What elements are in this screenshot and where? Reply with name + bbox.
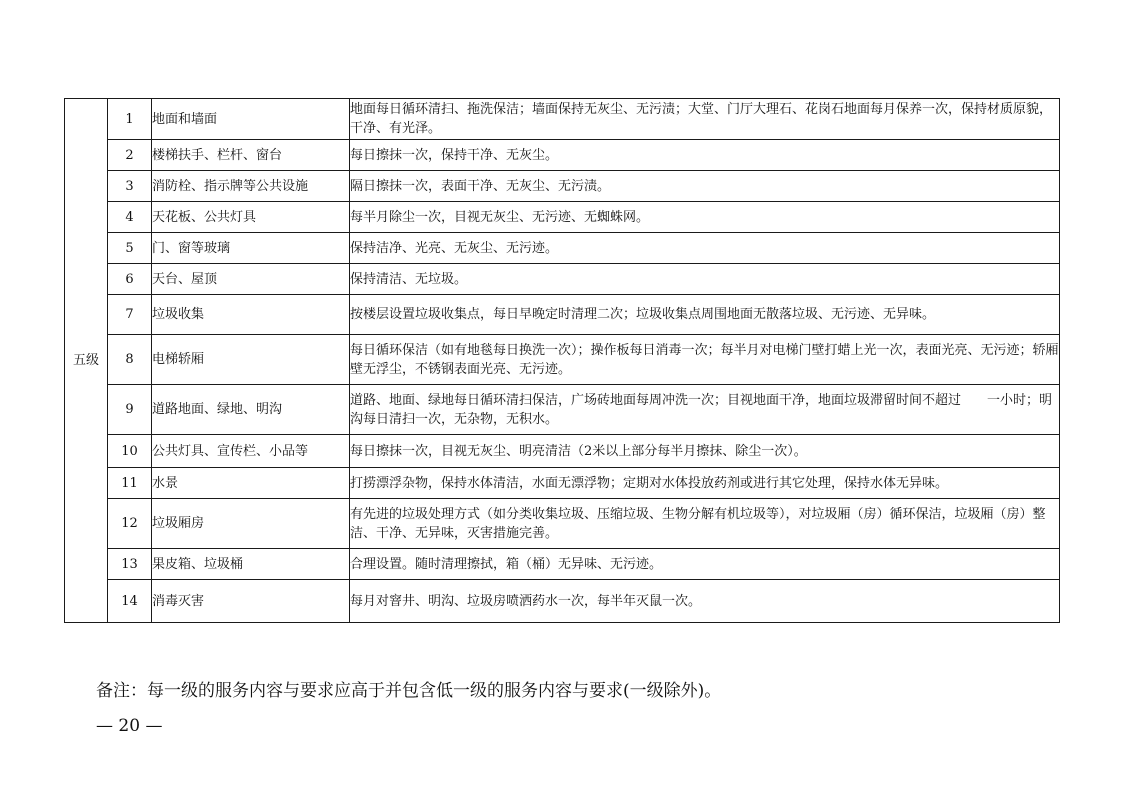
table-row <box>65 549 1060 580</box>
service-requirement: 每日循环保洁（如有地毯每日换洗一次）；操作板每日消毒一次；每半月对电梯门壁打蜡上光一次，表面光亮、无污迹；轿厢壁无浮尘，不锈钢表面光亮、无污迹。 <box>350 335 1060 385</box>
row-number: 4 <box>108 202 152 233</box>
row-number: 13 <box>108 549 152 580</box>
service-requirement: 地面每日循环清扫、拖洗保洁；墙面保持无灰尘、无污渍；大堂、门厅大理石、花岗石地面每月保养一次，保持材质原貌，干净、有光泽。 <box>350 99 1060 140</box>
table-row <box>65 335 1060 385</box>
row-number: 5 <box>108 233 152 264</box>
row-number: 1 <box>108 99 152 140</box>
table-row <box>65 385 1060 435</box>
table-row <box>65 202 1060 233</box>
row-number: 2 <box>108 140 152 171</box>
table-body <box>65 99 1060 623</box>
row-number: 10 <box>108 435 152 468</box>
service-requirement: 每半月除尘一次，目视无灰尘、无污迹、无蜘蛛网。 <box>350 202 1060 233</box>
service-item: 公共灯具、宣传栏、小品等 <box>152 435 350 468</box>
service-requirement: 道路、地面、绿地每日循环清扫保洁，广场砖地面每周冲洗一次；目视地面干净，地面垃圾滞留时间不超过 一小时；明沟每日清扫一次，无杂物，无积水。 <box>350 385 1060 435</box>
row-number: 7 <box>108 295 152 335</box>
row-number: 14 <box>108 580 152 623</box>
service-item: 楼梯扶手、栏杆、窗台 <box>152 140 350 171</box>
service-item: 地面和墙面 <box>152 99 350 140</box>
table-row <box>65 140 1060 171</box>
row-number: 8 <box>108 335 152 385</box>
service-requirement: 隔日擦抹一次，表面干净、无灰尘、无污渍。 <box>350 171 1060 202</box>
service-item: 天花板、公共灯具 <box>152 202 350 233</box>
service-requirement: 保持洁净、光亮、无灰尘、无污迹。 <box>350 233 1060 264</box>
service-item: 消毒灭害 <box>152 580 350 623</box>
table-row <box>65 295 1060 335</box>
page-number: — 20 — <box>96 716 163 736</box>
service-item: 门、窗等玻璃 <box>152 233 350 264</box>
service-item: 垃圾收集 <box>152 295 350 335</box>
level-cell: 五级 <box>65 99 108 623</box>
table-row <box>65 233 1060 264</box>
service-requirement: 每日擦抹一次，目视无灰尘、明亮清洁（2米以上部分每半月擦抹、除尘一次）。 <box>350 435 1060 468</box>
service-requirement: 保持清洁、无垃圾。 <box>350 264 1060 295</box>
service-item: 垃圾厢房 <box>152 499 350 549</box>
service-item: 消防栓、指示牌等公共设施 <box>152 171 350 202</box>
service-requirement: 打捞漂浮杂物，保持水体清洁，水面无漂浮物；定期对水体投放药剂或进行其它处理，保持水体无异味。 <box>350 468 1060 499</box>
service-item: 道路地面、绿地、明沟 <box>152 385 350 435</box>
service-standard-table <box>64 98 1060 623</box>
table-row <box>65 99 1060 140</box>
row-number: 3 <box>108 171 152 202</box>
service-requirement: 合理设置。随时清理擦拭，箱（桶）无异味、无污迹。 <box>350 549 1060 580</box>
service-requirement: 每日擦抹一次，保持干净、无灰尘。 <box>350 140 1060 171</box>
service-requirement: 按楼层设置垃圾收集点，每日早晚定时清理二次；垃圾收集点周围地面无散落垃圾、无污迹、无异味。 <box>350 295 1060 335</box>
table-row <box>65 468 1060 499</box>
service-item: 天台、屋顶 <box>152 264 350 295</box>
table-row <box>65 499 1060 549</box>
service-requirement: 有先进的垃圾处理方式（如分类收集垃圾、压缩垃圾、生物分解有机垃圾等），对垃圾厢（房）循环保洁，垃圾厢（房）整洁、干净、无异味，灭害措施完善。 <box>350 499 1060 549</box>
table-row <box>65 435 1060 468</box>
service-item: 果皮箱、垃圾桶 <box>152 549 350 580</box>
service-requirement: 每月对窨井、明沟、垃圾房喷洒药水一次，每半年灭鼠一次。 <box>350 580 1060 623</box>
table-row <box>65 171 1060 202</box>
row-number: 9 <box>108 385 152 435</box>
table-row <box>65 580 1060 623</box>
table-note: 备注：每一级的服务内容与要求应高于并包含低一级的服务内容与要求(一级除外)。 <box>96 681 722 701</box>
service-item: 水景 <box>152 468 350 499</box>
table-row <box>65 264 1060 295</box>
row-number: 6 <box>108 264 152 295</box>
row-number: 11 <box>108 468 152 499</box>
row-number: 12 <box>108 499 152 549</box>
service-item: 电梯轿厢 <box>152 335 350 385</box>
